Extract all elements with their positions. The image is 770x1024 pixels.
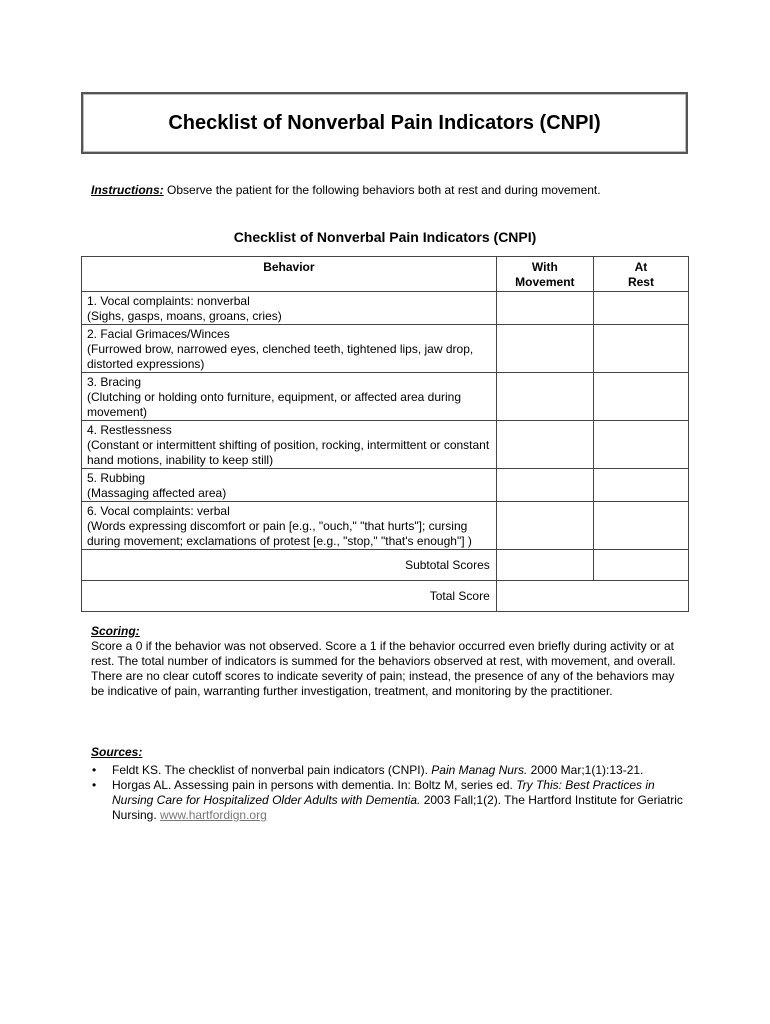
behavior-name: 3. Bracing — [87, 375, 142, 389]
total-label: Total Score — [82, 581, 497, 612]
title-box — [81, 92, 688, 154]
table-title: Checklist of Nonverbal Pain Indicators (CNPI) — [233, 229, 537, 245]
table-header-row — [82, 257, 689, 292]
behavior-desc: (Massaging affected area) — [87, 486, 227, 500]
header-at-rest-line1: At — [634, 260, 648, 274]
behavior-desc: (Sighs, gasps, moans, groans, cries) — [87, 309, 282, 323]
instructions — [91, 183, 601, 197]
header-at-rest — [593, 257, 688, 292]
table-row — [82, 421, 689, 469]
at-rest-score-cell[interactable] — [593, 502, 688, 550]
with-movement-score-cell[interactable] — [496, 325, 593, 373]
source2-book: Try This: Best Practices in Nursing Care for Hospitalized Older Adults with Dementia. — [112, 778, 655, 807]
table-row — [82, 292, 689, 325]
sources-heading: Sources: — [91, 745, 143, 759]
behavior-name: 6. Vocal complaints: verbal — [87, 504, 230, 518]
behavior-desc: (Constant or intermittent shifting of position, rocking, intermittent or constant hand motions, inability to keep still) — [87, 438, 490, 467]
header-with-movement — [496, 257, 593, 292]
scoring-text: Score a 0 if the behavior was not observed. Score a 1 if the behavior occurred even briefly during activity or at rest. The total number of indicators is summed for the behaviors observed at rest, with movement, and overall. There are no clear cutoff scores to indicate severity of pain; instead, the presence of any of the behaviors may be indicative of pain, warranting further investigation, treatment, and monitoring by the practitioner. — [91, 639, 676, 698]
behavior-cell — [82, 469, 497, 502]
cnpi-table — [81, 256, 689, 612]
table-row — [82, 373, 689, 421]
with-movement-score-cell[interactable] — [496, 502, 593, 550]
bullet-icon: • — [92, 763, 97, 777]
sources-section — [91, 745, 691, 823]
subtotal-with-movement-cell[interactable] — [496, 550, 593, 581]
behavior-name: 2. Facial Grimaces/Winces — [87, 327, 230, 341]
instructions-text: Observe the patient for the following behaviors both at rest and during movement. — [163, 183, 601, 197]
table-row — [82, 502, 689, 550]
at-rest-score-cell[interactable] — [593, 325, 688, 373]
header-with-movement-line1: With — [531, 260, 558, 274]
header-at-rest-line2: Rest — [627, 275, 654, 289]
hartford-link[interactable]: www.hartfordign.org — [160, 808, 267, 822]
source2-tail: 2003 Fall;1(2). The Hartford Institute for Geriatric Nursing. — [112, 793, 683, 822]
source1-journal: Pain Manag Nurs. — [431, 763, 528, 777]
subtotal-label: Subtotal Scores — [82, 550, 497, 581]
source1-tail: 2000 Mar;1(1):13-21. — [527, 763, 644, 777]
source2-text: Horgas AL. Assessing pain in persons with dementia. In: Boltz M, series ed. — [112, 778, 517, 792]
subtotal-row — [82, 550, 689, 581]
list-item — [91, 763, 691, 778]
behavior-cell — [82, 373, 497, 421]
header-behavior: Behavior — [82, 257, 497, 292]
header-with-movement-line2: Movement — [515, 275, 575, 289]
table-row — [82, 325, 689, 373]
with-movement-score-cell[interactable] — [496, 469, 593, 502]
behavior-cell — [82, 502, 497, 550]
scoring-heading: Scoring: — [91, 624, 140, 638]
scoring-section — [91, 624, 691, 699]
with-movement-score-cell[interactable] — [496, 292, 593, 325]
instructions-label: Instructions: — [91, 183, 164, 197]
table-row — [82, 469, 689, 502]
total-row — [82, 581, 689, 612]
behavior-name: 5. Rubbing — [87, 471, 146, 485]
page-title: Checklist of Nonverbal Pain Indicators (CNPI) — [168, 111, 601, 134]
at-rest-score-cell[interactable] — [593, 469, 688, 502]
subtotal-at-rest-cell[interactable] — [593, 550, 688, 581]
with-movement-score-cell[interactable] — [496, 421, 593, 469]
at-rest-score-cell[interactable] — [593, 292, 688, 325]
behavior-cell — [82, 421, 497, 469]
behavior-name: 4. Restlessness — [87, 423, 172, 437]
behavior-desc: (Words expressing discomfort or pain [e.g., "ouch," "that hurts"]; cursing during movement; exclamations of protest [e.g., "stop," "that's enough"] ) — [87, 519, 472, 548]
bullet-icon: • — [92, 778, 97, 792]
total-score-cell[interactable] — [496, 581, 688, 612]
list-item — [91, 778, 691, 823]
behavior-cell — [82, 292, 497, 325]
at-rest-score-cell[interactable] — [593, 421, 688, 469]
at-rest-score-cell[interactable] — [593, 373, 688, 421]
with-movement-score-cell[interactable] — [496, 373, 593, 421]
behavior-desc: (Furrowed brow, narrowed eyes, clenched teeth, tightened lips, jaw drop, distorted expressions) — [87, 342, 474, 371]
behavior-name: 1. Vocal complaints: nonverbal — [87, 294, 250, 308]
behavior-desc: (Clutching or holding onto furniture, equipment, or affected area during movement) — [87, 390, 462, 419]
behavior-cell — [82, 325, 497, 373]
sources-list — [91, 763, 691, 823]
source1-text: Feldt KS. The checklist of nonverbal pain indicators (CNPI). — [112, 763, 432, 777]
